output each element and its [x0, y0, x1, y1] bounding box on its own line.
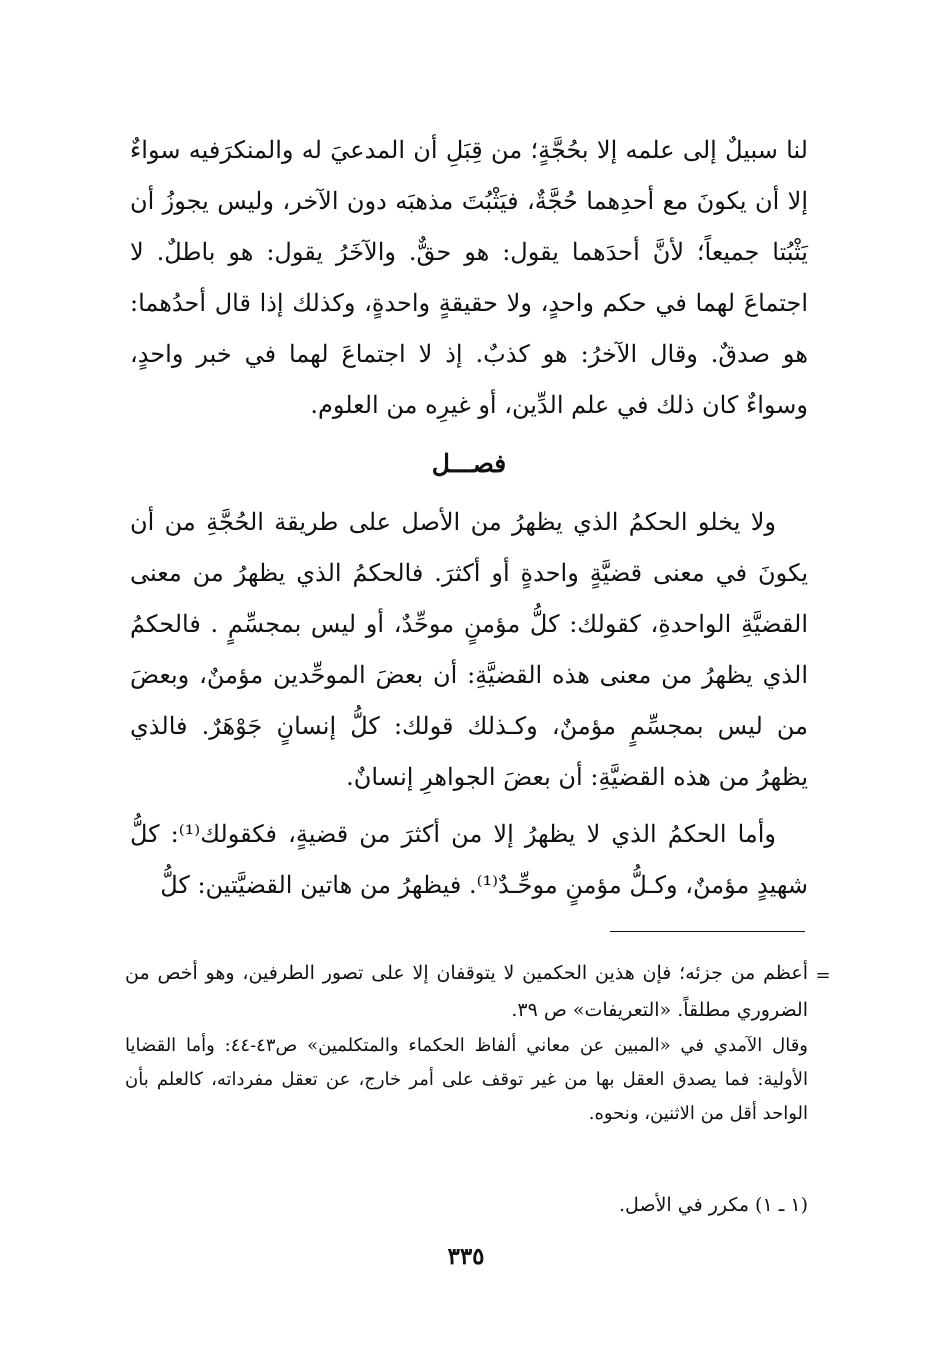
footnote-divider: [610, 931, 805, 932]
footnote-numbered: (١ ـ ١) مكرر في الأصل.: [619, 1194, 808, 1216]
section-heading: فصـــل: [431, 449, 507, 478]
footnotes: [125, 955, 808, 1131]
footnote-continued-text: أعظم من جزئه؛ فإن هذين الحكمين لا يتوقفان إلا على تصور الطرفين، وهو أخص من الضروري مطلقاً. «التعريفات» ص ٣٩.: [125, 962, 808, 1021]
paragraph: وأما الحكمُ الذي لا يظهرُ إلا من أكثرَ من قضيةٍ، فكقولك⁽¹⁾: كلُّ شهيدٍ مؤمنٌ، وكـلُّ مؤمنٍ موحِّـدٌ⁽¹⁾. فيظهرُ من هاتين القضيَّتين: كلُّ: [130, 820, 808, 899]
main-text: [130, 125, 808, 911]
paragraph: ولا يخلو الحكمُ الذي يظهرُ من الأصل على طريقة الحُجَّةِ من أن يكونَ في معنى قضيَّةٍ واحدةٍ أو أكثرَ. فالحكمُ الذي يظهرُ من معنى القضيَّةِ الواحدةِ، كقولك: كلُّ مؤمنٍ موحِّدٌ، أو ليس بمجسِّمٍ . فالحكمُ الذي يظهرُ من معنى هذه القضيَّةِ: أن بعضَ الموحِّدين مؤمنٌ، وبعضَ من ليس بمجسِّمٍ مؤمنٌ، وكـذلك قولك: كلُّ إنسانٍ جَوْهَرٌ. فالذي يظهرُ من هذه القضيَّةِ: أن بعضَ الجواهرِ إنسانٌ.: [130, 508, 809, 791]
page-number: ٣٣٥: [447, 1243, 485, 1270]
paragraph-continuation: لنا سبيلٌ إلى علمه إلا بحُجَّةٍ؛ من قِبَلِ أن المدعيَ له والمنكرَفيه سواءٌ إلا أن يكونَ مع أحدِهما حُجَّةٌ، فيَثْبُتَ مذهبَه دون الآخر، وليس يجوزُ أن يَثْبُتا جميعاً؛ لأنَّ أحدَهما يقول: هو حقٌّ. والآخَرُ يقول: هو باطلٌ. لا اجتماعَ لهما في حكم واحدٍ، ولا حقيقةٍ واحدةٍ، وكذلك إذا قال أحدُهما: هو صدقٌ. وقال الآخرُ: هو كذبٌ. إذ لا اجتماعَ لهما في خبر واحدٍ، وسواءٌ كان ذلك في علم الدِّين، أو غيرِه من العلوم.: [130, 136, 808, 419]
footnote-quote: وقال الآمدي في «المبين عن معاني ألفاظ الحكماء والمتكلمين» ص٤٣-٤٤: وأما القضايا الأولية: فما يصدق العقل بها من غير توقف على أمر خارج، عن تعقل مفرداته، كالعلم بأن الواحد أقل من الاثنين، ونحوه.: [125, 1035, 808, 1124]
footnote-continuation-mark: =: [815, 965, 831, 986]
